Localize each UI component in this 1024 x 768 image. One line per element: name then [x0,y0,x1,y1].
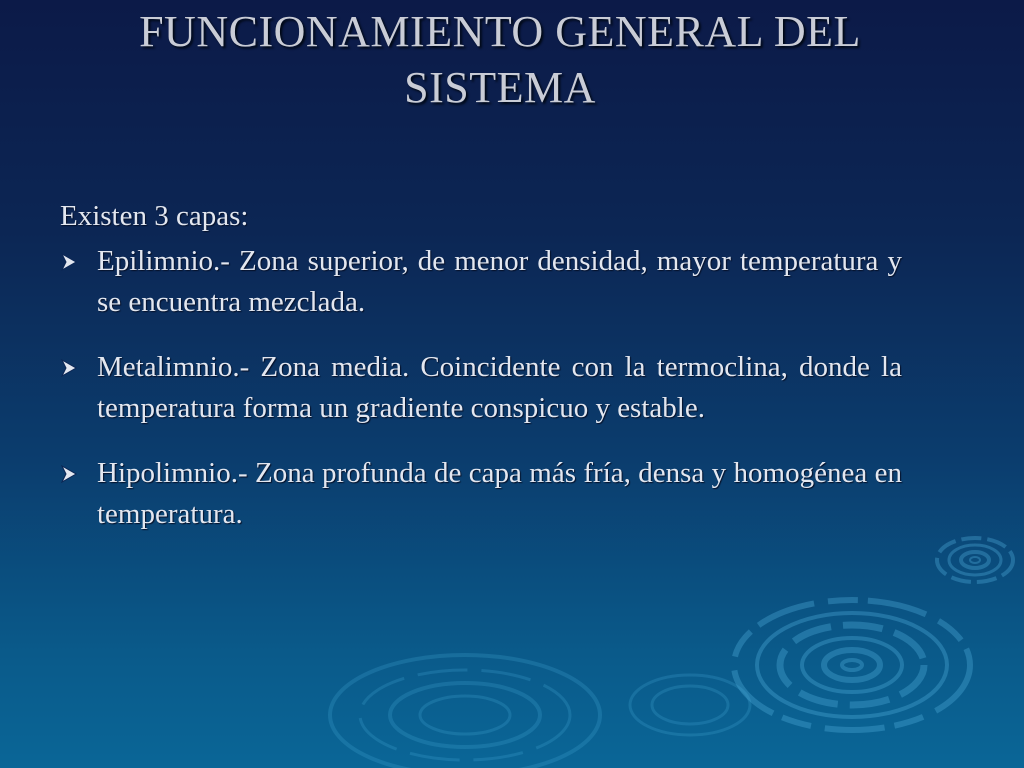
slide-title [40,4,960,116]
bullet-text: Hipolimnio.- Zona profunda de capa más fría, densa y homogénea en temperatura. [97,457,902,530]
arrow-bullet-icon [60,465,78,483]
intro-text: Existen 3 capas: [60,200,249,232]
slide-title-line-1: FUNCIONAMIENTO GENERAL DEL [139,7,861,56]
bullet-text: Metalimnio.- Zona media. Coincidente con la termoclina, donde la temperatura forma un gradiente conspicuo y estable. [97,351,902,424]
arrow-bullet-icon [60,253,78,271]
bullet-item-epilimnio [60,241,902,323]
bullet-item-metalimnio [60,347,902,429]
arrow-bullet-icon [60,359,78,377]
bullet-text: Epilimnio.- Zona superior, de menor densidad, mayor temperatura y se encuentra mezclada. [97,245,902,318]
slide-body [60,196,902,559]
bullet-item-hipolimnio [60,453,902,535]
slide-title-line-2: SISTEMA [404,63,596,112]
